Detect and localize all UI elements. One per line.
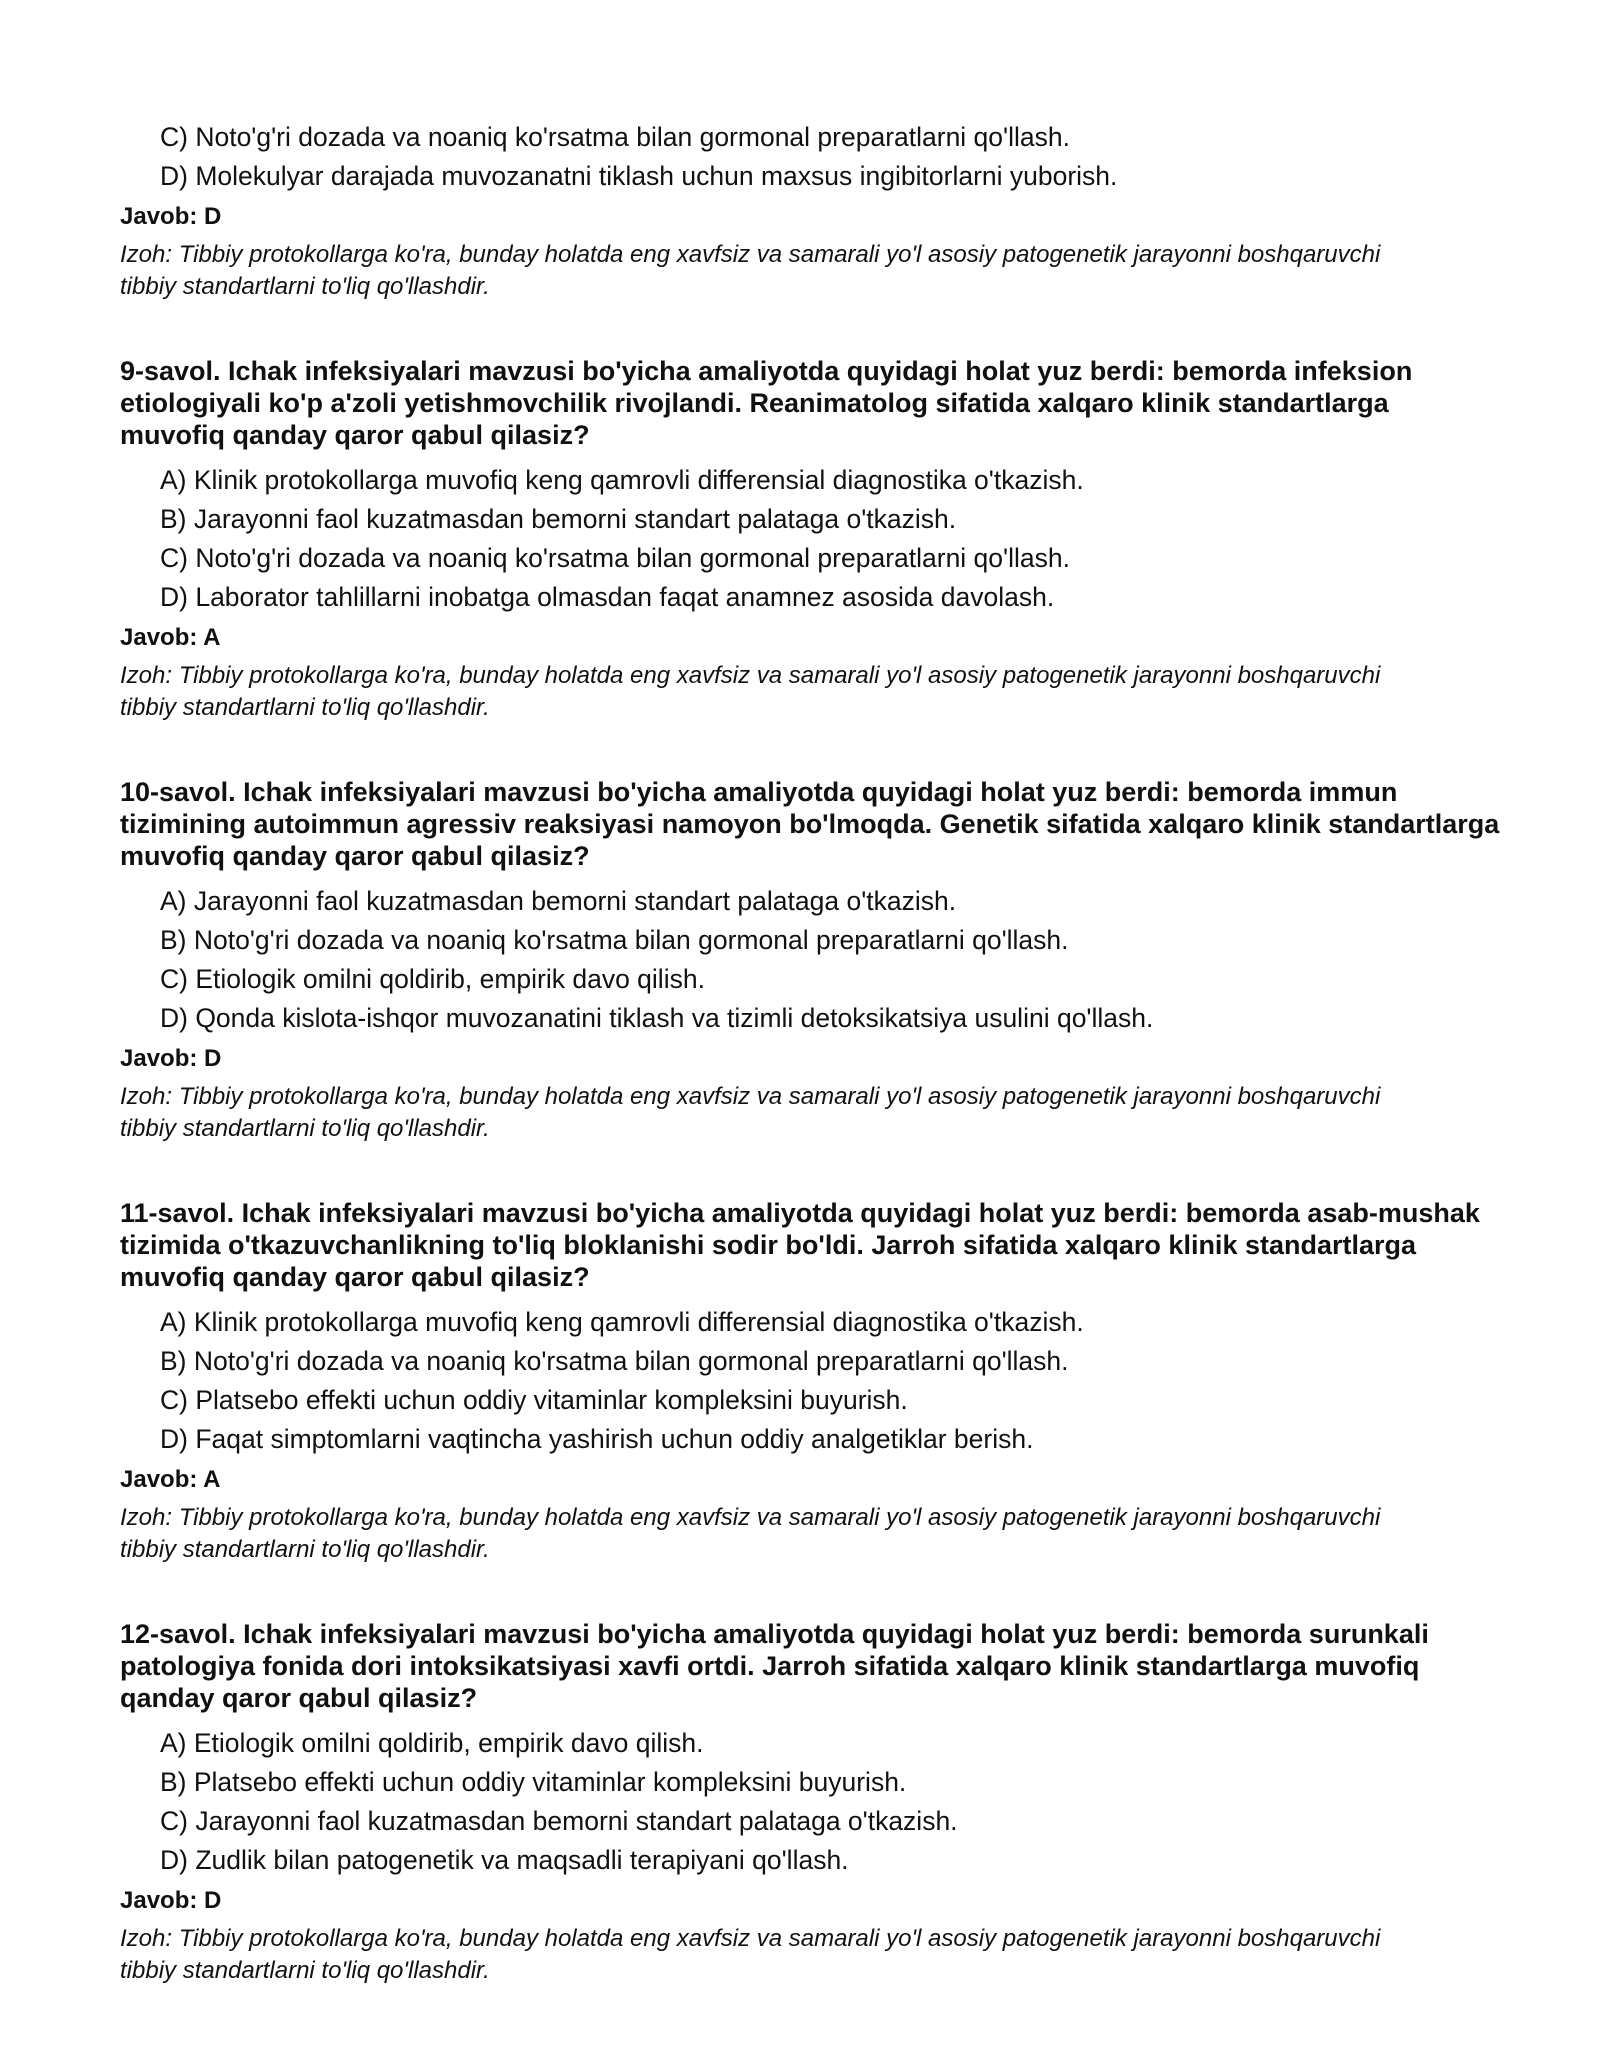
answer: Javob: D	[120, 1887, 222, 1914]
option-a: A) Jarayonni faol kuzatmasdan bemorni standart palataga o'tkazish.	[160, 886, 957, 916]
explanation-note: Izoh: Tibbiy protokollarga ko'ra, bunday holatda eng xavfsiz va samarali yo'l asosiy patogenetik jarayonni boshqaruvchi tibbiy standartlarni to'liq qo'llashdir.	[120, 241, 1381, 300]
option-d: D) Laborator tahlillarni inobatga olmasdan faqat anamnez asosida davolash.	[160, 582, 1055, 612]
question-text: 12-savol. Ichak infeksiyalari mavzusi bo'yicha amaliyotda quyidagi holat yuz berdi: bemorda surunkali patologiya fonida dori intoksikatsiyasi xavfi ortdi. Jarroh sifatida xalqaro klinik standartlarga muvofiq qanday qaror qabul qilasiz?	[120, 1619, 1429, 1713]
option-d: D) Molekulyar darajada muvozanatni tiklash uchun maxsus ingibitorlarni yuborish.	[160, 161, 1118, 191]
option-b: B) Jarayonni faol kuzatmasdan bemorni standart palataga o'tkazish.	[160, 504, 957, 534]
option-d: D) Qonda kislota-ishqor muvozanatini tiklash va tizimli detoksikatsiya usulini qo'llash.	[160, 1003, 1154, 1033]
question-8-continuation	[120, 118, 1500, 303]
explanation-note: Izoh: Tibbiy protokollarga ko'ra, bunday holatda eng xavfsiz va samarali yo'l asosiy patogenetik jarayonni boshqaruvchi tibbiy standartlarni to'liq qo'llashdir.	[120, 1083, 1381, 1142]
answer: Javob: A	[120, 624, 221, 651]
option-c: C) Noto'g'ri dozada va noaniq ko'rsatma bilan gormonal preparatlarni qo'llash.	[160, 122, 1070, 152]
option-b: B) Noto'g'ri dozada va noaniq ko'rsatma bilan gormonal preparatlarni qo'llash.	[160, 1346, 1069, 1376]
option-a: A) Klinik protokollarga muvofiq keng qamrovli differensial diagnostika o'tkazish.	[160, 465, 1084, 495]
answer: Javob: A	[120, 1466, 221, 1493]
option-a: A) Klinik protokollarga muvofiq keng qamrovli differensial diagnostika o'tkazish.	[160, 1307, 1084, 1337]
question-text: 11-savol. Ichak infeksiyalari mavzusi bo'yicha amaliyotda quyidagi holat yuz berdi: bemorda asab-mushak tizimida o'tkazuvchanlikning to'liq bloklanishi sodir bo'ldi. Jarroh sifatida xalqaro klinik standartlarga muvofiq qanday qaror qabul qilasiz?	[120, 1198, 1480, 1292]
option-b: B) Platsebo effekti uchun oddiy vitaminlar kompleksini buyurish.	[160, 1767, 907, 1797]
question-12	[120, 1618, 1500, 1987]
question-text: 9-savol. Ichak infeksiyalari mavzusi bo'yicha amaliyotda quyidagi holat yuz berdi: bemorda infeksion etiologiyali ko'p a'zoli yetishmovchilik rivojlandi. Reanimatolog sifatida xalqaro klinik standartlarga muvofiq qanday qaror qabul qilasiz?	[120, 356, 1413, 450]
question-11	[120, 1197, 1500, 1566]
option-c: C) Jarayonni faol kuzatmasdan bemorni standart palataga o'tkazish.	[160, 1806, 958, 1836]
explanation-note: Izoh: Tibbiy protokollarga ko'ra, bunday holatda eng xavfsiz va samarali yo'l asosiy patogenetik jarayonni boshqaruvchi tibbiy standartlarni to'liq qo'llashdir.	[120, 1925, 1381, 1984]
answer: Javob: D	[120, 203, 222, 230]
answer: Javob: D	[120, 1045, 222, 1072]
option-c: C) Platsebo effekti uchun oddiy vitaminlar kompleksini buyurish.	[160, 1385, 908, 1415]
option-d: D) Faqat simptomlarni vaqtincha yashirish uchun oddiy analgetiklar berish.	[160, 1424, 1034, 1454]
question-9	[120, 355, 1500, 724]
explanation-note: Izoh: Tibbiy protokollarga ko'ra, bunday holatda eng xavfsiz va samarali yo'l asosiy patogenetik jarayonni boshqaruvchi tibbiy standartlarni to'liq qo'llashdir.	[120, 1504, 1381, 1563]
explanation-note: Izoh: Tibbiy protokollarga ko'ra, bunday holatda eng xavfsiz va samarali yo'l asosiy patogenetik jarayonni boshqaruvchi tibbiy standartlarni to'liq qo'llashdir.	[120, 662, 1381, 721]
option-a: A) Etiologik omilni qoldirib, empirik davo qilish.	[160, 1728, 704, 1758]
option-c: C) Etiologik omilni qoldirib, empirik davo qilish.	[160, 964, 705, 994]
question-10	[120, 776, 1500, 1145]
option-c: C) Noto'g'ri dozada va noaniq ko'rsatma bilan gormonal preparatlarni qo'llash.	[160, 543, 1070, 573]
option-b: B) Noto'g'ri dozada va noaniq ko'rsatma bilan gormonal preparatlarni qo'llash.	[160, 925, 1069, 955]
option-d: D) Zudlik bilan patogenetik va maqsadli terapiyani qo'llash.	[160, 1845, 849, 1875]
question-text: 10-savol. Ichak infeksiyalari mavzusi bo'yicha amaliyotda quyidagi holat yuz berdi: bemorda immun tizimining autoimmun agressiv reaksiyasi namoyon bo'lmoqda. Genetik sifatida xalqaro klinik standartlarga muvofiq qanday qaror qabul qilasiz?	[120, 777, 1500, 871]
document-page	[120, 118, 1500, 1987]
